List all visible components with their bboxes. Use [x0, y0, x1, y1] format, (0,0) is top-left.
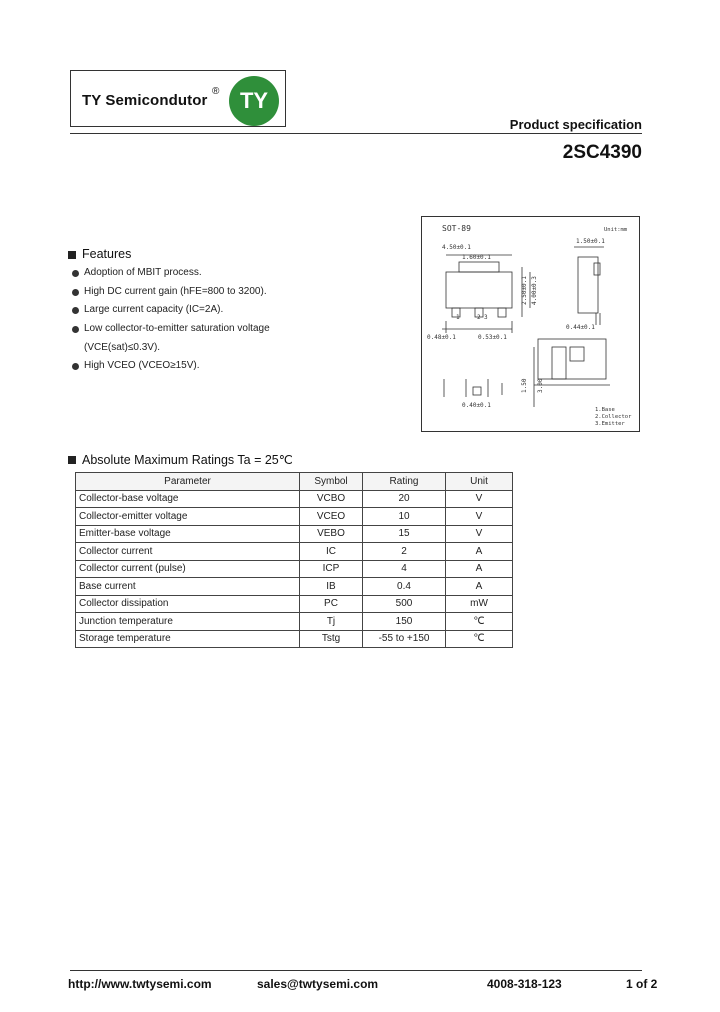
header-parameter: Parameter [76, 473, 300, 491]
footer-website-link[interactable]: http://www.twtysemi.com [68, 977, 212, 991]
feature-continuation: (VCE(sat)≤0.3V). [84, 342, 161, 353]
cell-parameter: Collector current [76, 543, 300, 561]
page-number: 1 of 2 [626, 977, 658, 991]
header-rule [70, 133, 642, 134]
bullet-icon [72, 270, 79, 277]
registered-mark: ® [212, 86, 220, 97]
cell-symbol: IB [300, 578, 363, 596]
bullet-icon [72, 326, 79, 333]
cell-parameter: Collector dissipation [76, 595, 300, 613]
dim-c: 0.48±0.1 [427, 334, 456, 341]
features-title: Features [82, 247, 132, 261]
dim-k: 0.40±0.1 [462, 402, 491, 409]
header-symbol: Symbol [300, 473, 363, 491]
table-row [76, 578, 513, 596]
package-name: SOT-89 [442, 224, 471, 233]
dim-f: 4.00±0.3 [531, 276, 538, 305]
cell-parameter: Emitter-base voltage [76, 525, 300, 543]
cell-symbol: VCEO [300, 508, 363, 526]
ty-logo: TY [229, 76, 279, 126]
bullet-icon [72, 307, 79, 314]
cell-unit: V [446, 525, 513, 543]
cell-unit: V [446, 490, 513, 508]
feature-item: Adoption of MBIT process. [84, 267, 202, 278]
cell-parameter: Collector-emitter voltage [76, 508, 300, 526]
cell-unit: A [446, 578, 513, 596]
dim-b: 1.60±0.1 [462, 254, 491, 261]
cell-symbol: VCBO [300, 490, 363, 508]
dim-a: 4.50±0.1 [442, 244, 471, 251]
cell-parameter: Collector current (pulse) [76, 560, 300, 578]
dim-i: 1.50 [521, 378, 528, 393]
cell-rating: 20 [363, 490, 446, 508]
ratings-title: Absolute Maximum Ratings Ta = 25℃ [82, 453, 293, 467]
table-row [76, 525, 513, 543]
pin-number-2: 2 [477, 314, 481, 321]
dim-h: 0.44±0.1 [566, 324, 595, 331]
dim-g: 1.50±0.1 [576, 238, 605, 245]
pin-number-1: 1 [456, 314, 460, 321]
table-row [76, 613, 513, 631]
cell-symbol: Tj [300, 613, 363, 631]
dim-d: 0.53±0.1 [478, 334, 507, 341]
table-row [76, 490, 513, 508]
header-unit: Unit [446, 473, 513, 491]
dim-j: 3.00 [537, 378, 544, 393]
cell-rating: -55 to +150 [363, 630, 446, 648]
cell-rating: 500 [363, 595, 446, 613]
footer-rule [70, 970, 642, 971]
cell-rating: 2 [363, 543, 446, 561]
feature-item: Low collector-to-emitter saturation voltage [84, 323, 270, 334]
cell-unit: mW [446, 595, 513, 613]
cell-rating: 0.4 [363, 578, 446, 596]
part-number: 2SC4390 [562, 142, 642, 163]
package-drawing [421, 216, 640, 432]
header-rating: Rating [363, 473, 446, 491]
cell-unit: A [446, 543, 513, 561]
ratings-table [75, 472, 513, 648]
feature-item: High VCEO (VCEO≥15V). [84, 360, 200, 371]
pin-legend-2: 2.Collector [595, 414, 632, 420]
cell-symbol: ICP [300, 560, 363, 578]
ratings-square-icon [68, 456, 76, 464]
cell-symbol: VEBO [300, 525, 363, 543]
unit-label: Unit:mm [604, 227, 628, 233]
company-name: TY Semicondutor [82, 92, 208, 109]
cell-parameter: Collector-base voltage [76, 490, 300, 508]
cell-unit: ℃ [446, 630, 513, 648]
footer-email-link[interactable]: sales@twtysemi.com [257, 977, 379, 991]
table-header-row [76, 473, 513, 491]
table-row [76, 595, 513, 613]
table-row [76, 560, 513, 578]
table-row [76, 508, 513, 526]
product-specification-label: Product specification [509, 117, 642, 132]
cell-parameter: Storage temperature [76, 630, 300, 648]
feature-item: Large current capacity (IC=2A). [84, 304, 224, 315]
bullet-icon [72, 363, 79, 370]
dim-e: 2.50±0.1 [521, 276, 528, 305]
cell-unit: ℃ [446, 613, 513, 631]
footer-phone: 4008-318-123 [487, 977, 562, 991]
cell-parameter: Base current [76, 578, 300, 596]
cell-rating: 15 [363, 525, 446, 543]
feature-item: High DC current gain (hFE=800 to 3200). [84, 286, 267, 297]
cell-symbol: Tstg [300, 630, 363, 648]
cell-unit: A [446, 560, 513, 578]
cell-unit: V [446, 508, 513, 526]
table-row [76, 630, 513, 648]
bullet-icon [72, 289, 79, 296]
cell-rating: 4 [363, 560, 446, 578]
cell-rating: 150 [363, 613, 446, 631]
pin-legend-1: 1.Base [595, 407, 615, 413]
pin-number-3: 3 [484, 314, 488, 321]
pin-legend-3: 3.Emitter [595, 421, 625, 427]
cell-symbol: IC [300, 543, 363, 561]
features-square-icon [68, 251, 76, 259]
cell-rating: 10 [363, 508, 446, 526]
table-row [76, 543, 513, 561]
cell-parameter: Junction temperature [76, 613, 300, 631]
cell-symbol: PC [300, 595, 363, 613]
